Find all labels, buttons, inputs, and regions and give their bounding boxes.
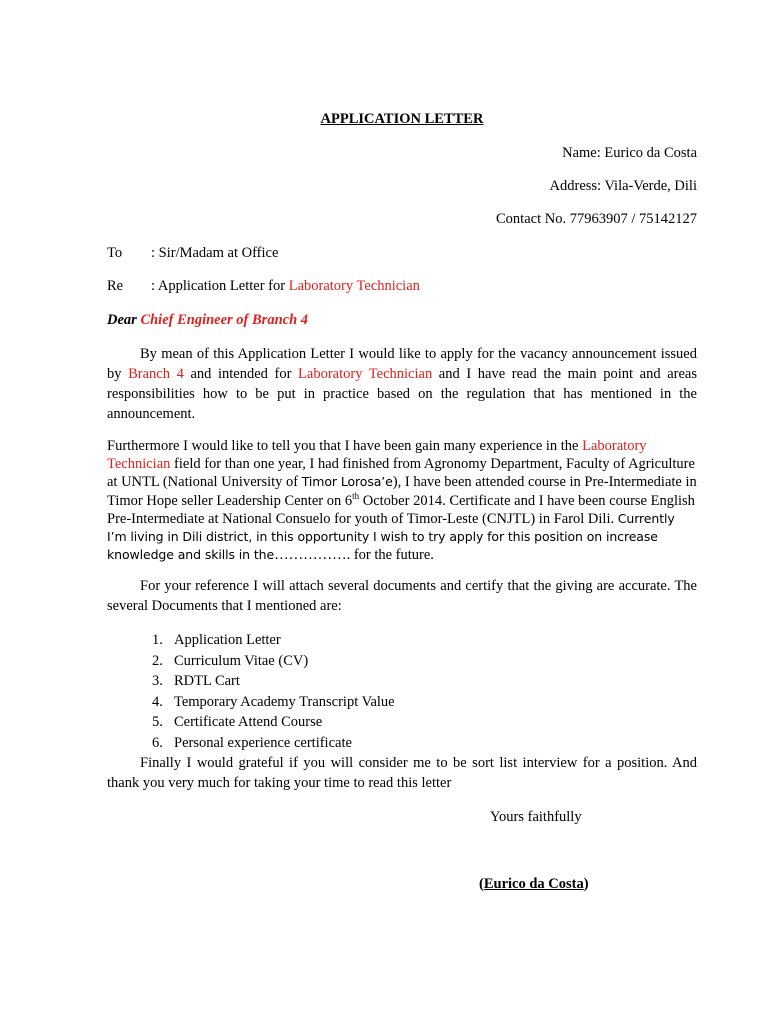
list-item — [152, 712, 395, 733]
para2-sup: th — [352, 490, 360, 501]
para1-text-b: and intended for — [183, 366, 299, 382]
list-text: Personal experience certificate — [174, 734, 352, 751]
para1-text-a: By mean of this Application Letter I would like to apply for the vacancy announcement issued by — [107, 346, 697, 382]
list-text: Certificate Attend Course — [174, 714, 323, 730]
list-number: 3. — [152, 673, 163, 689]
closing: Yours faithfully — [490, 809, 582, 825]
document-list — [152, 630, 395, 753]
list-item — [152, 651, 395, 672]
list-text: Temporary Academy Transcript Value — [174, 693, 395, 710]
para1-branch: Branch 4 — [128, 366, 184, 382]
list-number: 1. — [152, 632, 163, 648]
list-number: 2. — [152, 652, 163, 669]
para2-text-f: for the future. — [350, 547, 434, 564]
list-item — [152, 692, 395, 713]
salutation — [107, 311, 308, 329]
sender-name: Name: Eurico da Costa — [562, 145, 697, 161]
sender-address: Address: Vila-Verde, Dili — [549, 178, 697, 194]
re-line — [151, 277, 420, 295]
list-number: 5. — [152, 714, 163, 730]
to-value: : Sir/Madam at Office — [151, 245, 279, 261]
para2-position: Laboratory Technician — [107, 438, 647, 473]
para2-text-c: ), I have been attended course in Pre-Intermediate in Timor Hope seller Leadership Center on 6 — [107, 474, 697, 509]
paragraph-4: Finally I would grateful if you will consider me to be sort list interview for a position. And thank you very much for taking your time to read this letter — [107, 755, 697, 791]
para2-dots: ……………. — [274, 547, 351, 564]
list-item — [152, 630, 395, 651]
paragraph-2 — [107, 437, 697, 564]
para1-position: Laboratory Technician — [298, 366, 433, 382]
list-text: RDTL Cart — [174, 673, 240, 689]
para2-text-a: Furthermore I would like to tell you that I have been gain many experience in the — [107, 438, 583, 454]
para2-text-d: October 2014. Certificate and I have been course English Pre-Intermediate at National Consuelo for youth of Timor-Leste (CNJTL) in Farol Dili. — [107, 492, 695, 527]
list-text: Application Letter — [174, 632, 281, 648]
re-value: : Application Letter for — [151, 278, 289, 294]
sender-contact: Contact No. 77963907 / 75142127 — [496, 211, 697, 227]
paragraph-1 — [107, 344, 697, 424]
letter-title: APPLICATION LETTER — [320, 111, 484, 127]
list-number: 4. — [152, 693, 163, 710]
signature-name: Eurico da Costa — [483, 876, 584, 892]
re-label: Re — [107, 278, 124, 294]
signature — [479, 875, 589, 893]
list-item — [152, 733, 395, 754]
signature-close: ) — [583, 876, 589, 892]
to-label: To — [107, 245, 123, 261]
salutation-recipient: Chief Engineer of Branch 4 — [140, 312, 309, 328]
para1-text-c: and I have read the main point and areas responsibilities how to be put in practice based on the regulation that has mentioned in the announcement. — [107, 366, 697, 422]
para2-hand-b: Currently I’m living in Dili district, in this opportunity I wish to try apply for this position on increase knowledge and skills in the — [107, 510, 675, 563]
paragraph-3: For your reference I will attach several documents and certify that the giving are accurate. The several Documents that I mentioned are: — [107, 578, 697, 614]
list-item — [152, 671, 395, 692]
para2-hand-a: Timor Lorosa’e — [301, 474, 393, 490]
list-number: 6. — [152, 734, 163, 751]
salutation-dear: Dear — [107, 312, 137, 328]
re-position: Laboratory Technician — [288, 278, 420, 294]
para2-text-b: field for than one year, I had finished from Agronomy Department, Faculty of Agriculture at UNTL (National University of — [107, 456, 695, 491]
list-text: Curriculum Vitae (CV) — [174, 652, 309, 669]
signature-open: ( — [479, 876, 484, 892]
